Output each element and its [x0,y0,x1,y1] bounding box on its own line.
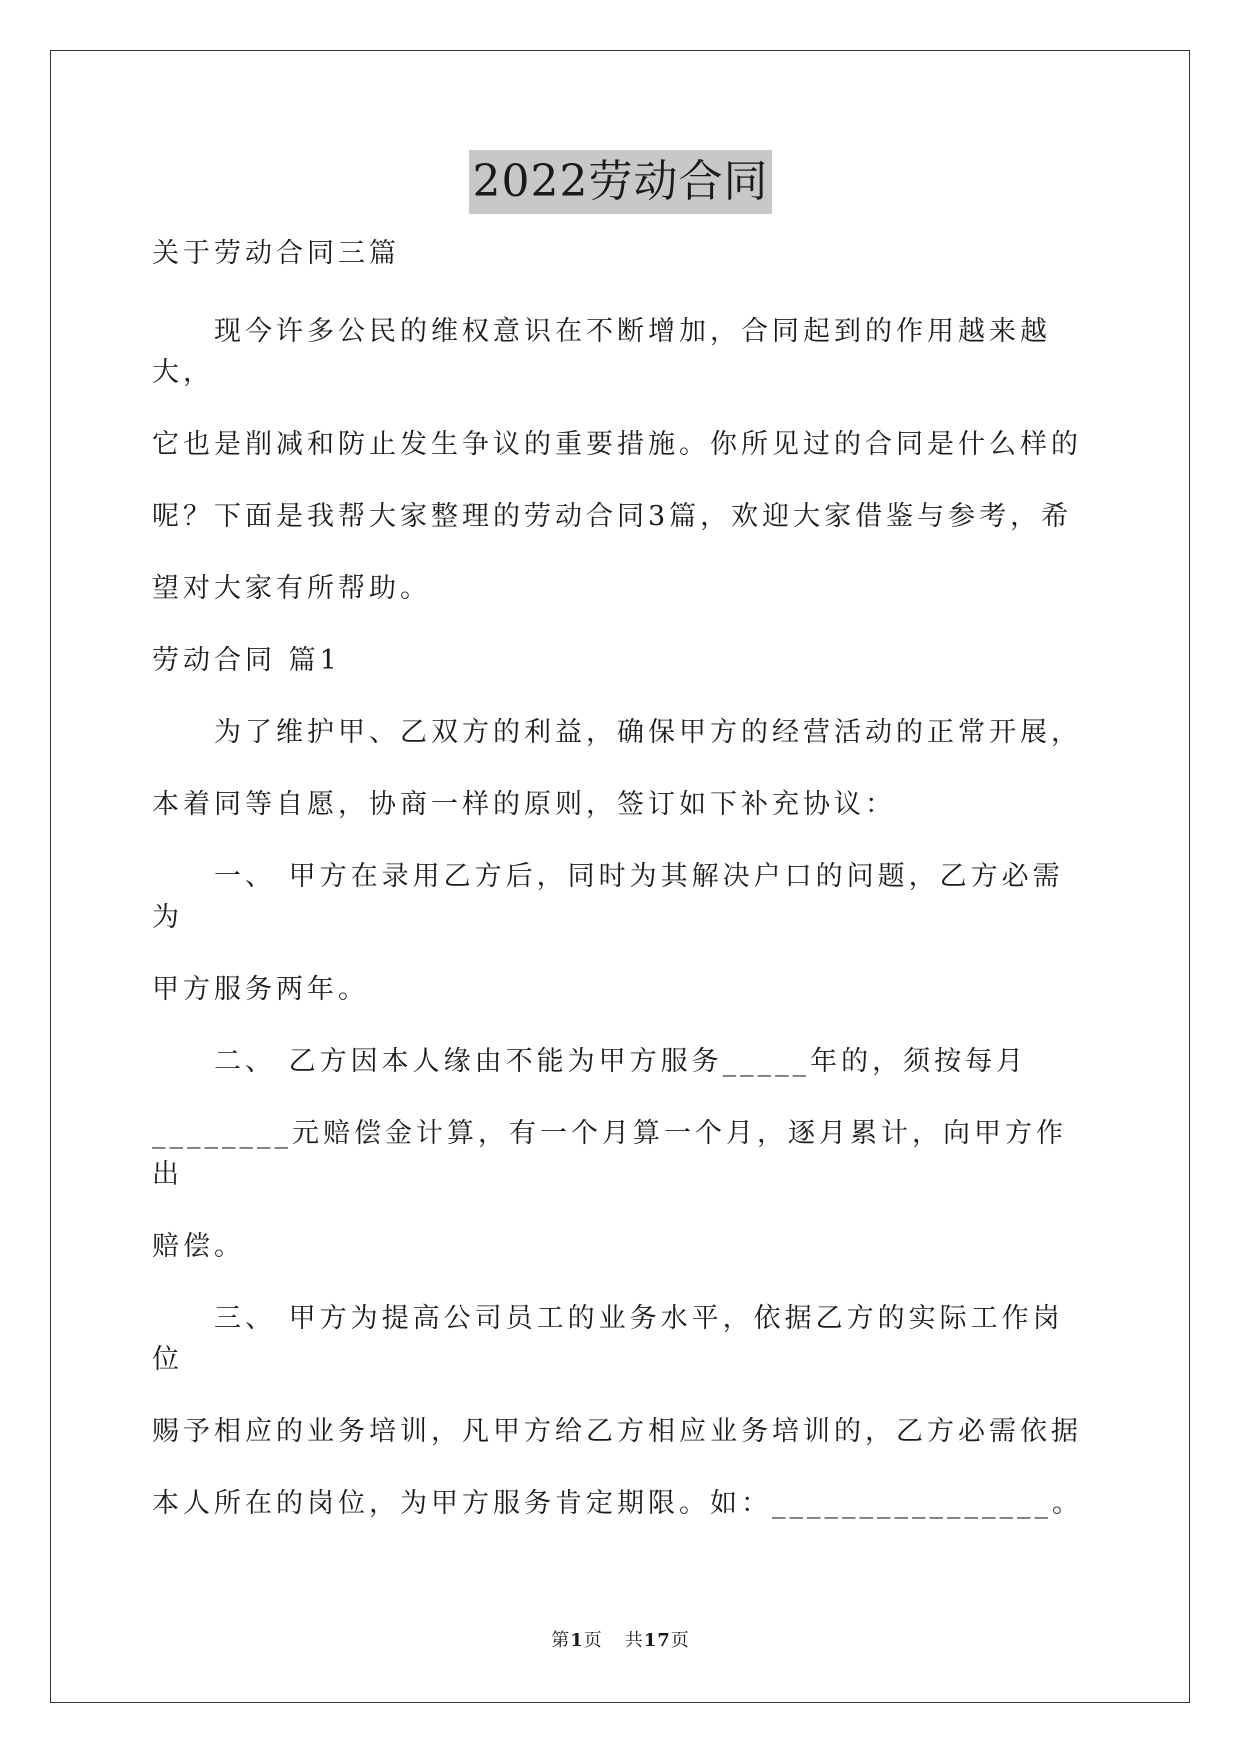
current-page-number: 1 [570,1630,584,1651]
page-prefix: 第 [551,1630,571,1651]
clause3-line-1: 三、 甲方为提高公司员工的业务水平，依据乙方的实际工作岗位 [152,1303,1064,1375]
intro-line-2: 它也是削减和防止发生争议的重要措施。你所见过的合同是什么样的 [152,429,1082,460]
clause1-line-1: 一、 甲方在录用乙方后，同时为其解决户口的问题，乙方必需为 [152,861,1064,933]
clause3-line-2: 赐予相应的业务培训，凡甲方给乙方相应业务培训的，乙方必需依据 [152,1416,1082,1447]
total-page-count: 17 [643,1630,671,1651]
clause-3 [152,1298,1092,1524]
clause1-line-2: 甲方服务两年。 [152,974,369,1005]
total-prefix: 共 [624,1630,644,1651]
total-suffix: 页 [670,1630,690,1651]
page-label: 页 [583,1630,603,1651]
document-title: 2022劳动合同 [469,150,773,214]
intro-heading: 关于劳动合同三篇 [152,238,400,269]
page-footer [0,1626,1241,1652]
clause-1 [152,856,1092,1010]
intro-line-3: 呢？下面是我帮大家整理的劳动合同3篇，欢迎大家借鉴与参考，希 [152,501,1073,532]
title-container [0,150,1241,214]
para1-line-2: 本着同等自愿，协商一样的原则，签订如下补充协议： [152,789,896,820]
section-heading: 劳动合同 篇1 [152,645,341,676]
para1-line-1: 为了维护甲、乙双方的利益，确保甲方的经营活动的正常开展， [214,717,1082,748]
paragraph-1 [152,712,1092,825]
intro-line-4: 望对大家有所帮助。 [152,573,431,604]
clause-2 [152,1041,1092,1267]
document-body [152,233,1092,1524]
clause2-line-2: ________元赔偿金计算，有一个月算一个月，逐月累计，向甲方作出 [152,1118,1067,1190]
clause2-line-3: 赔偿。 [152,1231,245,1262]
clause3-line-3: 本人所在的岗位，为甲方服务肯定期限。如：________________。 [152,1488,1083,1519]
intro-line-1: 现今许多公民的维权意识在不断增加，合同起到的作用越来越大， [152,316,1051,388]
intro-paragraph [152,311,1092,609]
clause2-line-1: 二、 乙方因本人缘由不能为甲方服务_____年的，须按每月 [214,1046,1028,1077]
